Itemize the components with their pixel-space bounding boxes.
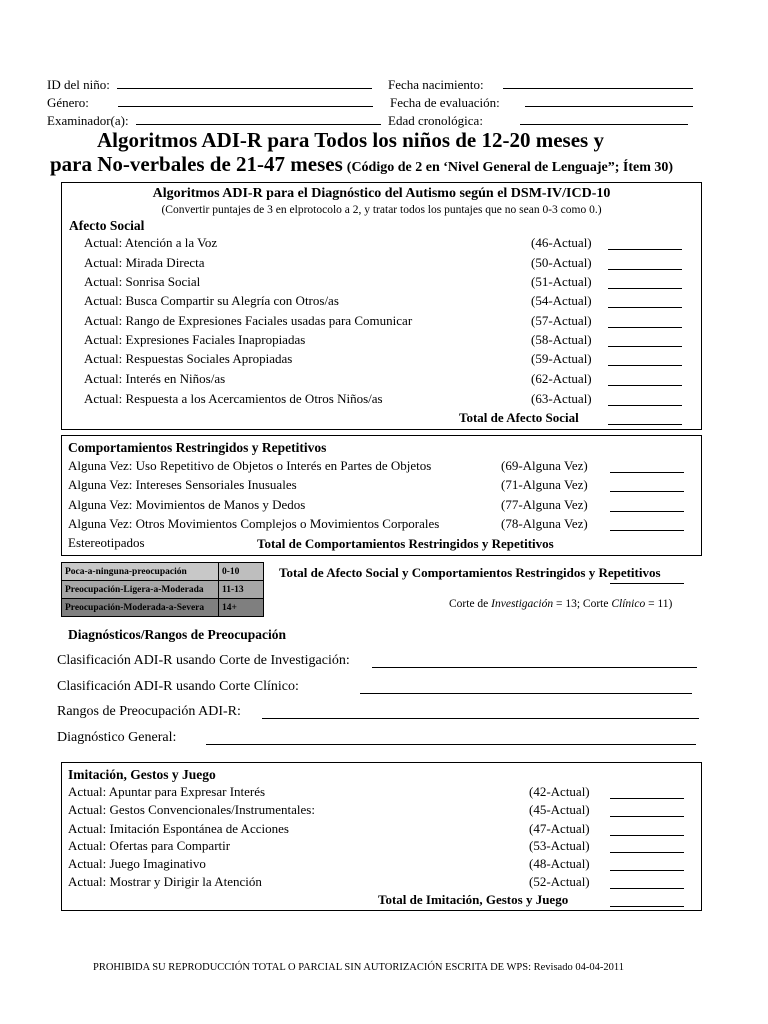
birth-date-field[interactable] xyxy=(388,77,693,93)
examiner-field[interactable] xyxy=(47,113,381,129)
social-total-label: Total de Afecto Social xyxy=(459,410,579,425)
concern-range-legend xyxy=(61,562,264,617)
restricted-item-code: (69-Alguna Vez) xyxy=(501,458,588,473)
social-score-blank[interactable] xyxy=(608,295,682,308)
social-score-blank[interactable] xyxy=(608,393,682,406)
restricted-section xyxy=(61,435,702,556)
legend-range: 0-10 xyxy=(219,563,264,581)
concern-range-label: Rangos de Preocupación ADI-R: xyxy=(57,704,241,719)
age-label: Edad cronológica: xyxy=(388,113,483,128)
combined-total-blank[interactable] xyxy=(610,583,684,584)
imitation-total-blank[interactable] xyxy=(610,894,684,907)
legend-range: 14+ xyxy=(219,599,264,617)
page-title-line2: para No-verbales de 21-47 meses (Código de 2 en ‘Nivel General de Lenguaje”; Ítem 30) xyxy=(50,152,674,176)
social-item-code: (46-Actual) xyxy=(531,235,592,250)
social-score-blank[interactable] xyxy=(608,315,682,328)
legend-range: 11-13 xyxy=(219,581,264,599)
section-heading: Algoritmos ADI-R para el Diagnóstico del Autismo según el DSM-IV/ICD-10 xyxy=(152,186,611,201)
social-item-label: Actual: Busca Compartir su Alegría con Otros/as xyxy=(84,293,339,308)
child-id-field[interactable] xyxy=(47,77,372,93)
imitation-item-label: Actual: Mostrar y Dirigir la Atención xyxy=(68,874,262,889)
social-item-label: Actual: Rango de Expresiones Faciales usadas para Comunicar xyxy=(84,313,413,328)
restricted-item-code: (77-Alguna Vez) xyxy=(501,497,588,512)
social-item-label: Actual: Interés en Niños/as xyxy=(84,371,226,386)
legend-row xyxy=(62,581,264,599)
eval-date-label: Fecha de evaluación: xyxy=(390,95,500,110)
imitation-item-label: Actual: Juego Imaginativo xyxy=(68,856,206,871)
social-score-blank[interactable] xyxy=(608,276,682,289)
social-item-code: (50-Actual) xyxy=(531,255,592,270)
social-score-blank[interactable] xyxy=(608,334,682,347)
restricted-total-label: Total de Comportamientos Restringidos y Repetitivos xyxy=(257,536,554,551)
legend-label: Preocupación-Moderada-a-Severa xyxy=(62,599,219,617)
social-item-label: Actual: Respuesta a los Acercamientos de Otros Niños/as xyxy=(84,391,383,406)
imitation-section xyxy=(61,762,702,911)
imitation-item-label: Actual: Apuntar para Expresar Interés xyxy=(68,784,266,799)
eval-date-field[interactable] xyxy=(390,95,693,111)
imitation-score-blank[interactable] xyxy=(610,858,684,871)
title-note: (Código de 2 en ‘Nivel General de Lenguaje”; Ítem 30) xyxy=(346,160,674,175)
clinical-classification-label: Clasificación ADI-R usando Corte Clínico: xyxy=(57,679,299,694)
social-item-code: (63-Actual) xyxy=(531,391,592,406)
restricted-score-blank[interactable] xyxy=(610,499,684,512)
social-score-blank[interactable] xyxy=(608,237,682,250)
social-item-label: Actual: Expresiones Faciales Inapropiadas xyxy=(84,332,306,347)
social-item-code: (51-Actual) xyxy=(531,274,592,289)
legend-row xyxy=(62,599,264,617)
social-score-blank[interactable] xyxy=(608,353,682,366)
restricted-item-extra: Estereotipados xyxy=(68,535,145,550)
research-classification-blank[interactable] xyxy=(372,655,697,668)
social-item-label: Actual: Respuestas Sociales Apropiadas xyxy=(84,351,293,366)
imitation-item-code: (48-Actual) xyxy=(529,856,590,871)
imitation-item-code: (53-Actual) xyxy=(529,838,590,853)
birth-date-label: Fecha nacimiento: xyxy=(388,77,484,92)
gender-label: Género: xyxy=(47,95,89,110)
legend-row xyxy=(62,563,264,581)
social-item-code: (54-Actual) xyxy=(531,293,592,308)
diagnostics-heading: Diagnósticos/Rangos de Preocupación xyxy=(68,627,287,642)
imitation-total-label: Total de Imitación, Gestos y Juego xyxy=(378,892,569,907)
imitation-item-label: Actual: Ofertas para Compartir xyxy=(68,838,231,853)
social-total-blank[interactable] xyxy=(608,412,682,425)
imitation-item-code: (42-Actual) xyxy=(529,784,590,799)
social-affect-section xyxy=(61,182,702,430)
social-item-code: (62-Actual) xyxy=(531,371,592,386)
footer-notice: PROHIBIDA SU REPRODUCCIÓN TOTAL O PARCIAL SIN AUTORIZACIÓN ESCRITA DE WPS: Revisado 04-04-2011 xyxy=(93,962,624,973)
concern-range-blank[interactable] xyxy=(262,706,699,719)
restricted-score-blank[interactable] xyxy=(610,518,684,531)
research-classification-label: Clasificación ADI-R usando Corte de Investigación: xyxy=(57,653,350,668)
imitation-item-code: (45-Actual) xyxy=(529,802,590,817)
social-item-label: Actual: Sonrisa Social xyxy=(84,274,201,289)
combined-total-label: Total de Afecto Social y Comportamientos Restringidos y Repetitivos xyxy=(279,565,661,580)
social-item-code: (58-Actual) xyxy=(531,332,592,347)
restricted-item-label: Alguna Vez: Otros Movimientos Complejos o Movimientos Corporales xyxy=(68,516,440,531)
imitation-score-blank[interactable] xyxy=(610,840,684,853)
section-instruction: (Convertir puntajes de 3 en elprotocolo a 2, y tratar todos los puntajes que no sean 0-3 como 0.) xyxy=(161,204,602,216)
imitation-item-label: Actual: Imitación Espontánea de Acciones xyxy=(68,821,289,836)
social-score-blank[interactable] xyxy=(608,373,682,386)
restricted-item-label: Alguna Vez: Movimientos de Manos y Dedos xyxy=(68,497,306,512)
general-diagnosis-label: Diagnóstico General: xyxy=(57,730,177,745)
social-item-label: Actual: Mirada Directa xyxy=(84,255,205,270)
imitation-score-blank[interactable] xyxy=(610,876,684,889)
imitation-item-label: Actual: Gestos Convencionales/Instrumentales: xyxy=(68,802,315,817)
page-title-line1: Algoritmos ADI-R para Todos los niños de 12-20 meses y xyxy=(97,128,604,152)
gender-field[interactable] xyxy=(47,95,373,111)
restricted-heading: Comportamientos Restringidos y Repetitivos xyxy=(68,440,327,455)
child-id-label: ID del niño: xyxy=(47,77,110,92)
imitation-score-blank[interactable] xyxy=(610,804,684,817)
social-score-blank[interactable] xyxy=(608,257,682,270)
restricted-item-label: Alguna Vez: Intereses Sensoriales Inusuales xyxy=(68,477,297,492)
imitation-score-blank[interactable] xyxy=(610,823,684,836)
restricted-item-code: (71-Alguna Vez) xyxy=(501,477,588,492)
imitation-item-code: (47-Actual) xyxy=(529,821,590,836)
restricted-item-label: Alguna Vez: Uso Repetitivo de Objetos o Interés en Partes de Objetos xyxy=(68,458,432,473)
social-item-code: (57-Actual) xyxy=(531,313,592,328)
imitation-item-code: (52-Actual) xyxy=(529,874,590,889)
legend-label: Preocupación-Ligera-a-Moderada xyxy=(62,581,219,599)
imitation-score-blank[interactable] xyxy=(610,786,684,799)
imitation-heading: Imitación, Gestos y Juego xyxy=(68,767,216,782)
general-diagnosis-blank[interactable] xyxy=(206,732,696,745)
cutoff-note: Corte de Investigación = 13; Corte Clínico = 11) xyxy=(449,598,673,610)
restricted-score-blank[interactable] xyxy=(610,479,684,492)
examiner-label: Examinador(a): xyxy=(47,113,129,128)
clinical-classification-blank[interactable] xyxy=(360,681,692,694)
social-item-code: (59-Actual) xyxy=(531,351,592,366)
social-item-label: Actual: Atención a la Voz xyxy=(84,235,218,250)
social-heading: Afecto Social xyxy=(69,218,145,233)
legend-label: Poca-a-ninguna-preocupación xyxy=(62,563,219,581)
restricted-item-code: (78-Alguna Vez) xyxy=(501,516,588,531)
restricted-score-blank[interactable] xyxy=(610,460,684,473)
age-field[interactable] xyxy=(388,113,688,129)
